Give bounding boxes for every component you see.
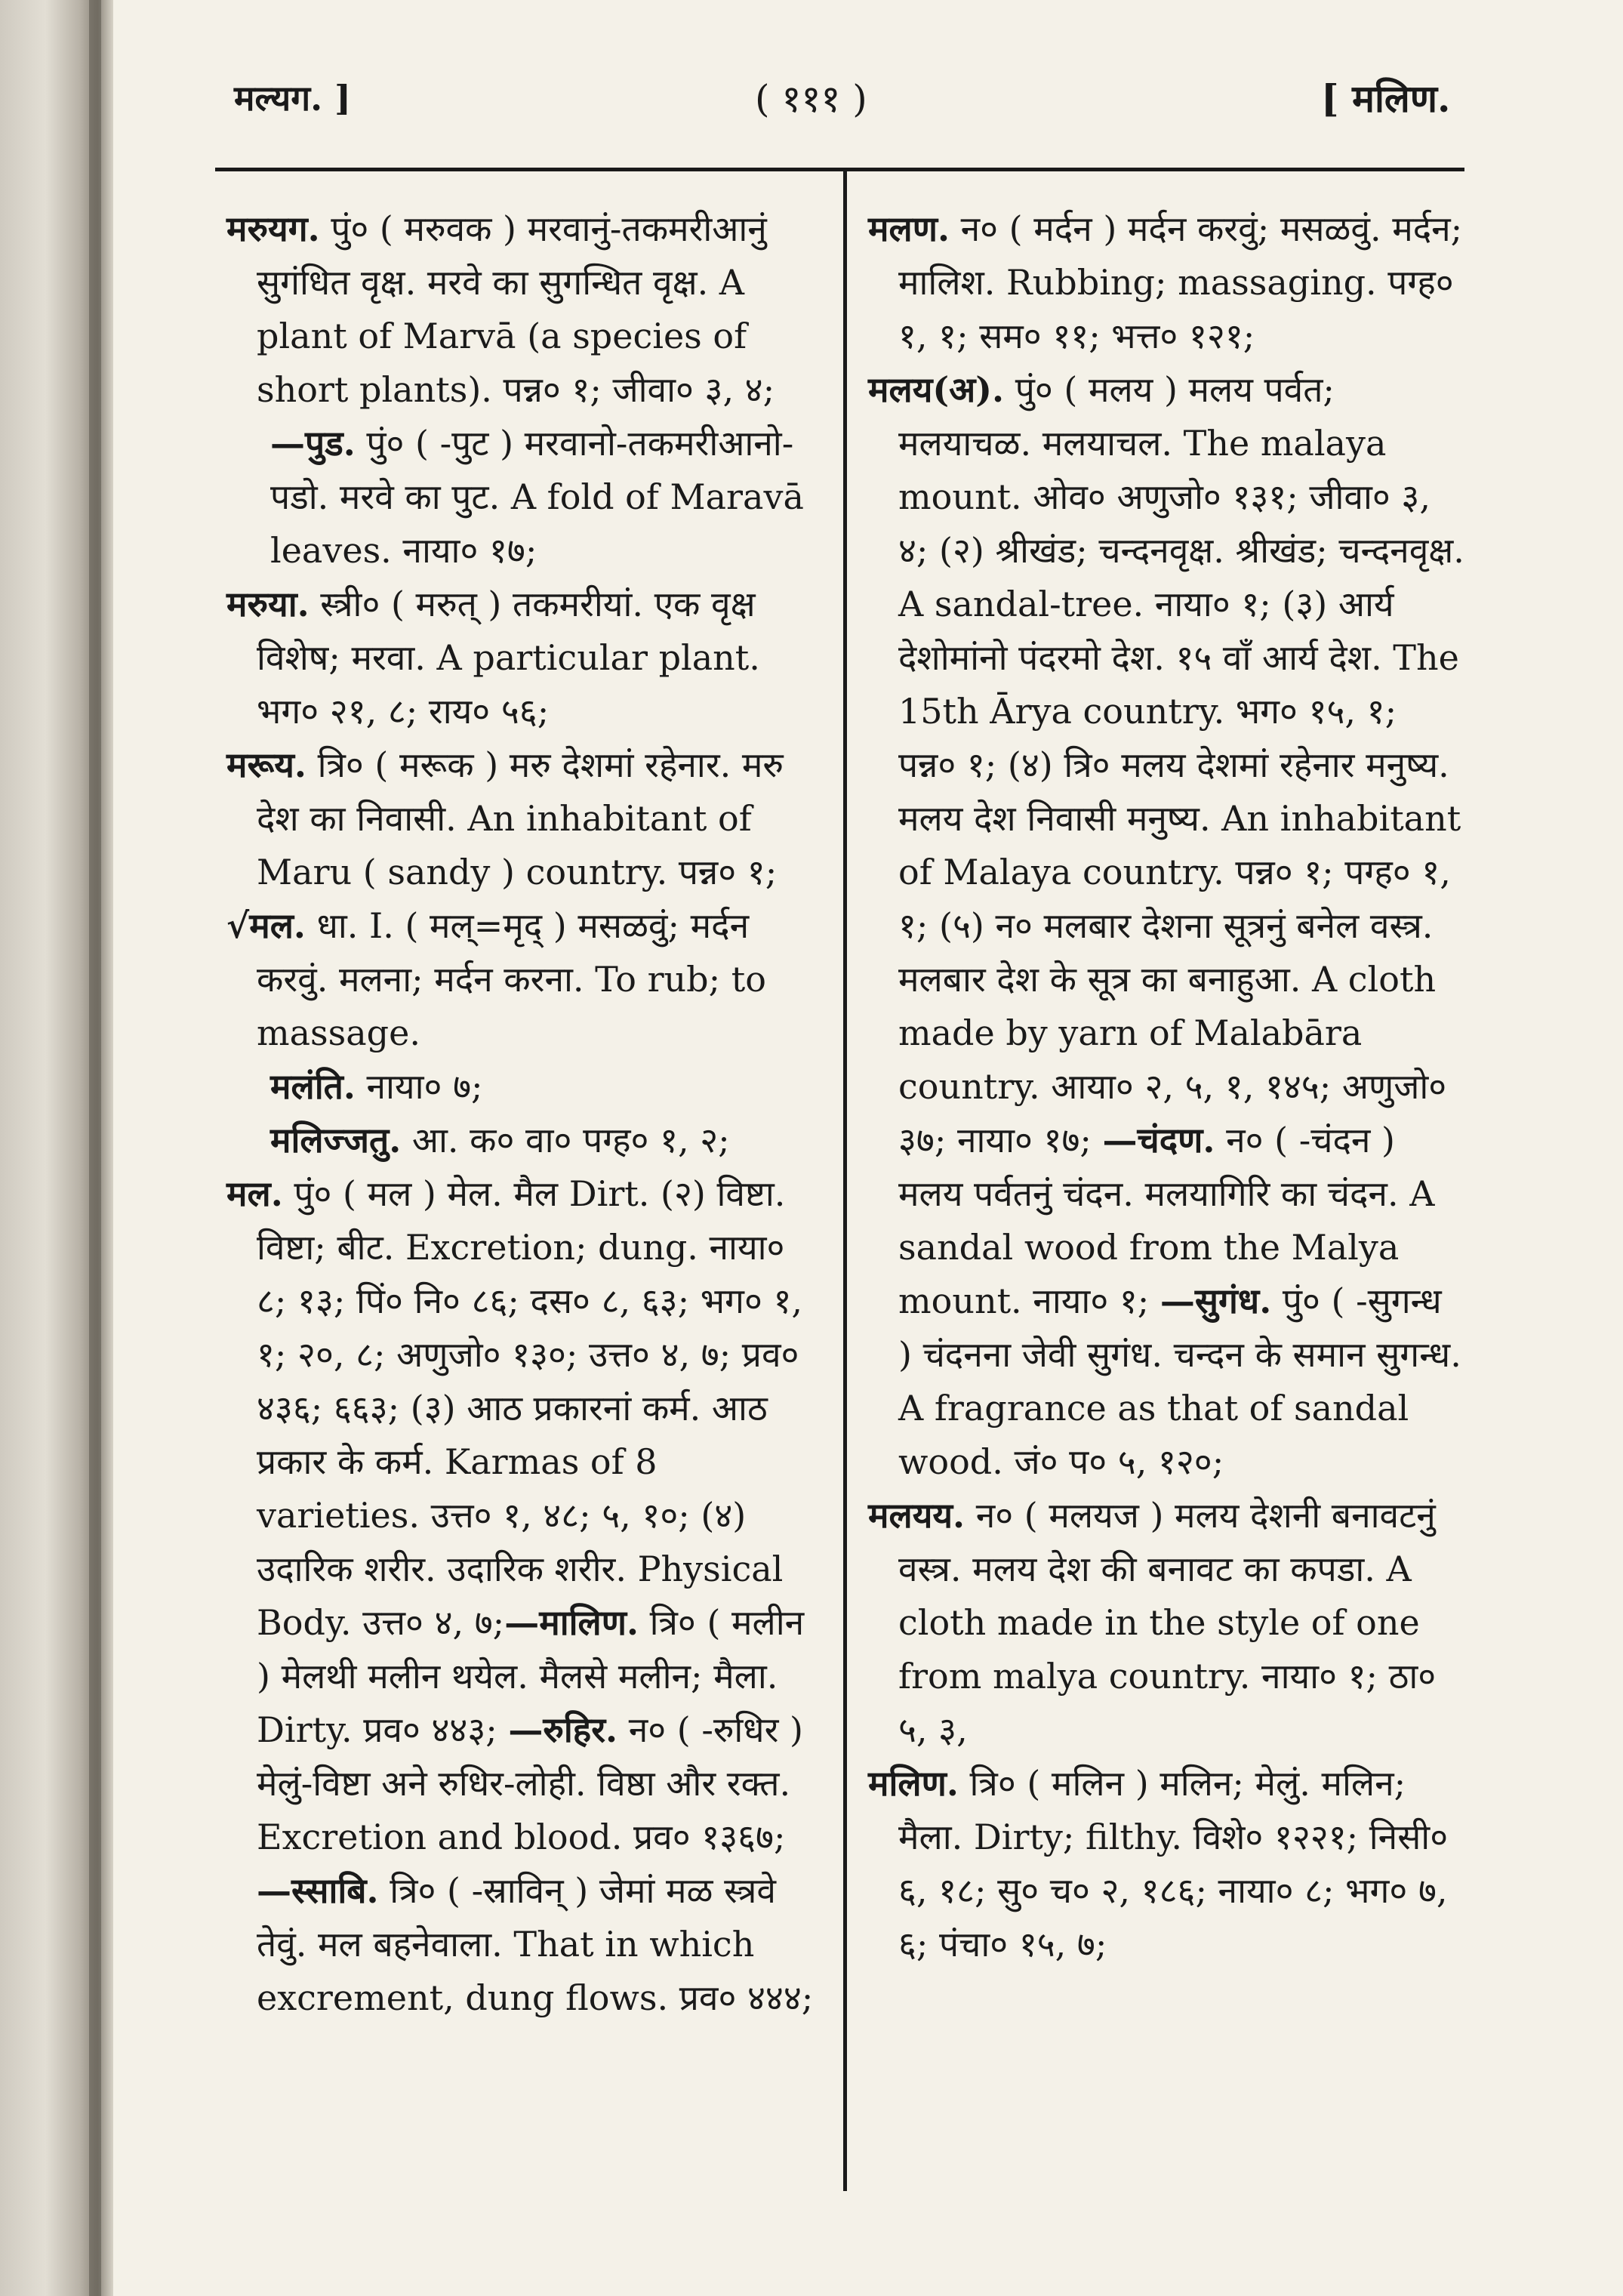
entry-headword: —पुड. (270, 423, 356, 464)
entry-text: पुं० ( मलय ) मलय पर्वत; मलयाचळ. मलयाचल. The malaya mount. ओव० अणुजो० १३१; जीवा० ३, ४; (२) श्रीखंड; चन्दनवृक्ष. श्रीखंड; चन्दनवृक्ष. A sandal-tree. नाया० १; (३) आर्य देशोमांनो पंदरमो देश. १५ वाँ आर्य देश. The 15th Ārya country. भग० १५, १; पन्न० १; (४) त्रि० मलय देशमां रहेनार मनुष्य. मलय देश निवासी मनुष्य. An inhabitant of Malaya country. पन्न० १; पग्ह० १, १; (५) न० मलबार देशना सूत्रनुं बनेल वस्त्र. मलबार देश के सूत्र का बनाहुआ. A cloth made by yarn of Malabāra country. आया० २, ५, १, १४५; अणुजो० ३७; नाया० १७; (898, 369, 1464, 1160)
header-last-word: [ मलिण. (1321, 76, 1451, 121)
entry-text: स्त्री० ( मरुत् ) तकमरीयां. एक वृक्ष विशेष; मरवा. A particular plant. भग० २१, ८; राय० ५६; (257, 584, 760, 732)
entry-text: पुं० ( मल ) मेल. मैल Dirt. (२) विष्टा. विष्टा; बीट. Excretion; dung. नाया० ८; १३; पिं० नि० ८६; दस० ८, ६३; भग० १, १; २०, ८; अणुजो० १३०; उत्त० ४, ७; प्रव० ४३६; ६६३; (३) आठ प्रकारनां कर्म. आठ प्रकार के कर्म. Karmas of 8 varieties. उत्त० १, ४८; ५, १०; (४) उदारिक शरीर. उदारिक शरीर. Physical Body. उत्त० ४, ७; (257, 1173, 803, 1643)
dictionary-entry (226, 1167, 823, 2025)
entry-text: न० ( मलयज ) मलय देशनी बनावटनुं वस्त्र. मलय देश की बनावट का कपडा. A cloth made in the style of one from malya country. नाया० १; ठा० ५, ३, (898, 1495, 1437, 1750)
dictionary-subentry (226, 1114, 823, 1167)
scan-binding-edge (89, 0, 101, 2296)
entry-headword: —रुहिर. (508, 1709, 618, 1750)
entry-headword: मरूय. (226, 744, 306, 785)
dictionary-entry (868, 1489, 1464, 1757)
entry-text: न० ( -रुधिर ) मेलुं-विष्टा अने रुधिर-लोही. विष्ठा और रक्त. Excretion and blood. प्रव० १३६७; (257, 1709, 803, 1857)
entry-headword: मलिज्जतु. (270, 1120, 402, 1160)
dictionary-entry (226, 899, 823, 1060)
dictionary-subentry (226, 417, 823, 578)
entry-text: धा. I. ( मल्=मृद् ) मसळवुं; मर्दन करवुं. मलना; मर्दन करना. To rub; to massage. (257, 905, 766, 1053)
header-first-word: मल्यग. ] (234, 78, 351, 119)
entry-text: त्रि० ( मलिन ) मलिन; मेलुं. मलिन; मैला. Dirty; filthy. विशे० १२२१; निसी० ६, १८; सु० च० २, १८६; नाया० ८; भग० ७, ६; पंचा० १५, ७; (898, 1763, 1449, 1965)
entry-text: पुं० ( -पुट ) मरवानो-तकमरीआनो-पडो. मरवे का पुट. A fold of Maravā leaves. नाया० १७; (270, 423, 804, 571)
dictionary-entry (868, 363, 1464, 1489)
entry-headword: —सुगंध. (1160, 1281, 1272, 1321)
entry-headword: मल. (226, 1173, 283, 1214)
dictionary-entry (226, 738, 823, 899)
entry-headword: मलय(अ). (868, 369, 1005, 410)
dictionary-entry (868, 202, 1464, 363)
entry-headword: —स्साबि. (257, 1870, 379, 1911)
column-divider (843, 168, 847, 2191)
entry-text: त्रि० ( -स्राविन् ) जेमां मळ स्त्रवे तेवुं. मल बहनेवाला. That in which excrement, dung flows. प्रव० ४४४; (257, 1870, 814, 2018)
entry-text: न० ( मर्दन ) मर्दन करवुं; मसळवुं. मर्दन; मालिश. Rubbing; massaging. पग्ह० १, १; सम० ११; भत्त० १२१; (898, 208, 1463, 356)
entry-text: पुं० ( -सुगन्ध ) चंदनना जेवी सुगंध. चन्दन के समान सुगन्ध. A fragrance as that of sandal wood. जं० प० ५, १२०; (898, 1281, 1461, 1482)
entry-headword: —मालिण. (504, 1602, 639, 1643)
entry-headword: मलंति. (270, 1066, 356, 1107)
entry-headword: मरुयग. (226, 208, 320, 249)
entry-headword: मलयय. (868, 1495, 965, 1536)
header-rule (215, 168, 1464, 171)
entry-headword: —चंदण. (1102, 1120, 1215, 1160)
entry-headword: मलिण. (868, 1763, 959, 1804)
left-column (226, 202, 823, 2025)
page-number: ( १११ ) (755, 77, 867, 121)
entry-headword: मलण. (868, 208, 950, 249)
dictionary-entry (868, 1757, 1464, 1971)
dictionary-entry (226, 202, 823, 417)
entry-text: पुं० ( मरुवक ) मरवानुं-तकमरीआनुं सुगंधित वृक्ष. मरवे का सुगन्धित वृक्ष. A plant of Marvā (a species of short plants). पन्न० १; जीवा० ३, ४; (257, 208, 775, 410)
right-column (868, 202, 1464, 1971)
entry-text: त्रि० ( मरूक ) मरु देशमां रहेनार. मरु देश का निवासी. An inhabitant of Maru ( sandy ) country. पन्न० १; (257, 744, 784, 892)
entry-headword: मरुया. (226, 584, 310, 624)
entry-headword: √मल. (226, 905, 306, 946)
entry-text: आ. क० वा० पग्ह० १, २; (411, 1120, 730, 1160)
page-header (0, 0, 1623, 151)
dictionary-subentry (226, 1060, 823, 1114)
dictionary-entry (226, 578, 823, 738)
entry-text: नाया० ७; (366, 1066, 483, 1107)
entry-text: न० ( -चंदन ) मलय पर्वतनुं चंदन. मलयागिरि का चंदन. A sandal wood from the Malya mount. नाया० १; (898, 1120, 1435, 1321)
entry-text: त्रि० ( मलीन ) मेलथी मलीन थयेल. मैलसे मलीन; मैला. Dirty. प्रव० ४४३; (257, 1602, 805, 1750)
